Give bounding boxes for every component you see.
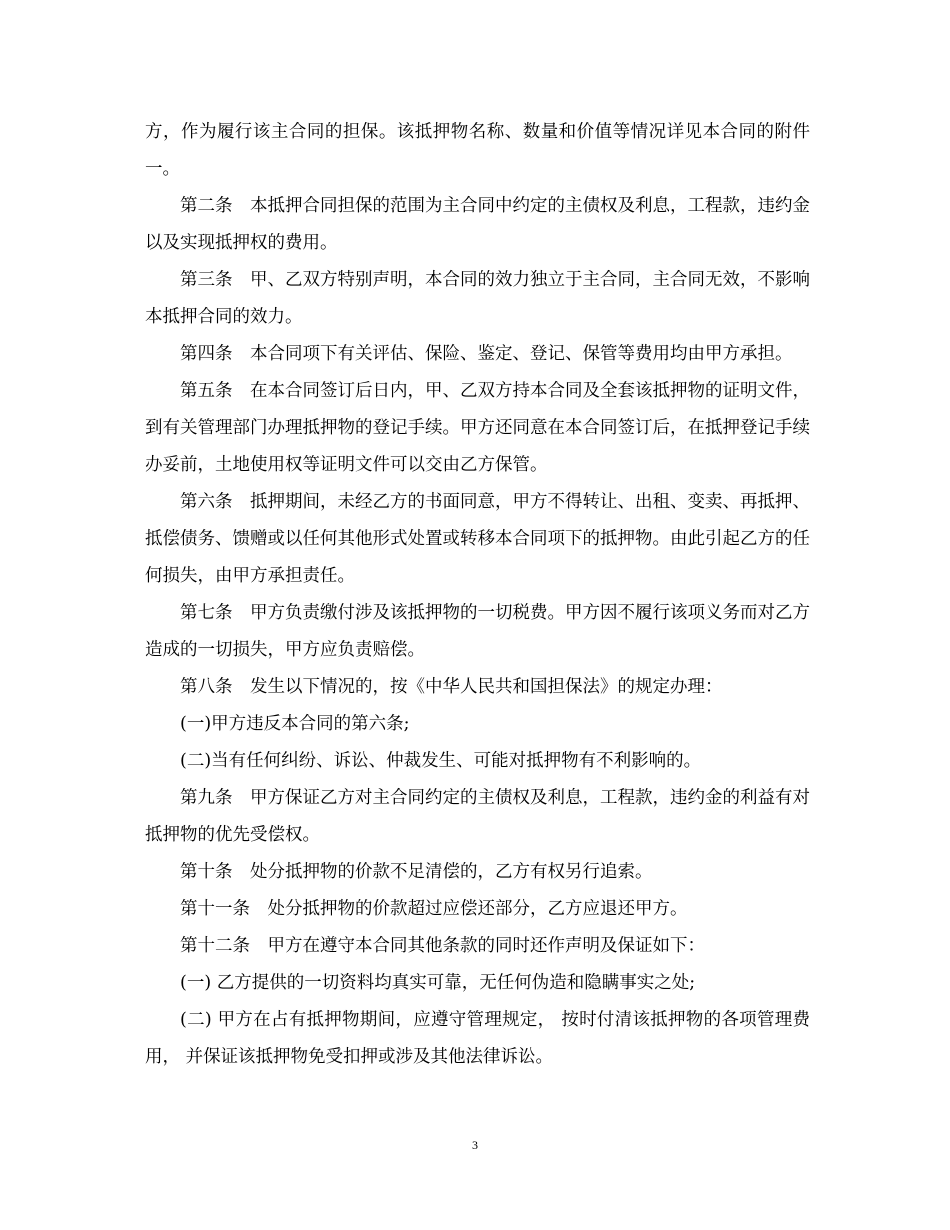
page-number: 3 <box>472 1138 478 1152</box>
article-8-item-1: (一)甲方违反本合同的第六条; <box>180 714 410 734</box>
article-8-item-2: (二)当有任何纠纷、诉讼、仲裁发生、可能对抵押物有不利影响的。 <box>180 751 702 771</box>
article-10: 第十条 处分抵押物的价款不足清偿的，乙方有权另行追索。 <box>180 862 653 882</box>
article-2: 第二条 本抵押合同担保的范围为主合同中约定的主债权及利息，工程款，违约金以及实现抵押权的费用。 <box>145 196 810 253</box>
paragraph-1: 方，作为履行该主合同的担保。该抵押物名称、数量和价值等情况详见本合同的附件一。 <box>145 122 810 179</box>
article-9: 第九条 甲方保证乙方对主合同约定的主债权及利息，工程款，违约金的利益有对抵押物的优先受偿权。 <box>145 788 810 845</box>
article-12-item-1: (一) 乙方提供的一切资料均真实可靠，无任何伪造和隐瞒事实之处; <box>180 973 696 993</box>
article-8: 第八条 发生以下情况的，按《中华人民共和国担保法》的规定办理： <box>180 677 723 697</box>
article-5: 第五条 在本合同签订后日内，甲、乙双方持本合同及全套该抵押物的证明文件，到有关管理部门办理抵押物的登记手续。甲方还同意在本合同签订后，在抵押登记手续办妥前，土地使用权等证明文件可以交由乙方保管。 <box>145 381 810 475</box>
document-body <box>145 114 810 1076</box>
article-12-item-2: (二) 甲方在占有抵押物期间，应遵守管理规定， 按时付清该抵押物的各项管理费用， 并保证该抵押物免受扣押或涉及其他法律诉讼。 <box>145 1010 810 1067</box>
article-11: 第十一条 处分抵押物的价款超过应偿还部分，乙方应退还甲方。 <box>180 899 688 919</box>
article-4: 第四条 本合同项下有关评估、保险、鉴定、登记、保管等费用均由甲方承担。 <box>180 344 793 364</box>
article-7: 第七条 甲方负责缴付涉及该抵押物的一切税费。甲方因不履行该项义务而对乙方造成的一切损失，甲方应负责赔偿。 <box>145 603 810 660</box>
article-3: 第三条 甲、乙双方特别声明，本合同的效力独立于主合同，主合同无效，不影响本抵押合同的效力。 <box>145 270 810 327</box>
article-12: 第十二条 甲方在遵守本合同其他条款的同时还作声明及保证如下： <box>180 936 705 956</box>
article-6: 第六条 抵押期间，未经乙方的书面同意，甲方不得转让、出租、变卖、再抵押、抵偿债务、馈赠或以任何其他形式处置或转移本合同项下的抵押物。由此引起乙方的任何损失，由甲方承担责任。 <box>145 492 810 586</box>
